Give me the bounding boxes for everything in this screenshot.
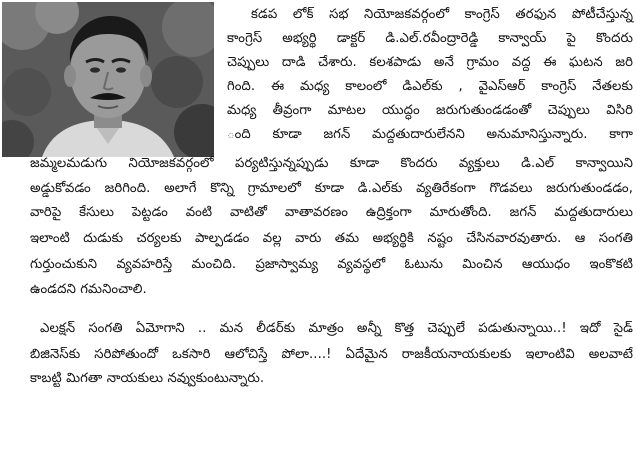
article-line: అడ్డుకోవడం జరిగింది. అలాగే కొన్ని గ్రామాలలో కూడా డి.ఎల్‌కు వ్యతిరేకంగా గొడవలు జరుగుతుండడం, <box>30 181 633 196</box>
article-line: చెప్పులు దాడి చేశారు. కలశపాడు అనే గ్రామం వద్ద ఈ ఘటన జరి <box>227 55 633 70</box>
portrait-image <box>2 2 214 157</box>
article-line: ఇలాంటి దుడుకు చర్యలకు పాల్పడడం వల్ల వారు తమ అభ్యర్థికి నష్టం చేసినవారవుతారు. ఆ సంగతి <box>30 231 633 246</box>
article-line: కడప లోక్ సభ నియోజకవర్గంలో కాంగ్రెస్ తరఫున పోటీచేస్తున్న <box>251 7 633 22</box>
article-line: ంది కూడా జగన్ మద్దతుదారులేనని అనుమానిస్తున్నారు. కాగా <box>227 127 633 142</box>
article-line: వారిపై కేసులు పెట్టడం వంటి వాటితో వాతావరణం ఉద్రిక్తంగా మారుతోంది. జగన్ మద్దతుదారులు <box>30 205 633 220</box>
portrait-photo <box>2 2 214 157</box>
article-line: ఉండదని గమనించాలి. <box>30 282 147 297</box>
article-line: గుర్తుంచుకుని వ్యవహరిస్తే మంచిది. ప్రజాస్వామ్య వ్యవస్థలో ఓటును మించిన ఆయుధం ఇంకొకటి <box>30 257 633 272</box>
article-line: కాంగ్రెస్ అభ్యర్థి డాక్టర్ డి.ఎల్.రవీంద్రారెడ్డి కాన్వాయ్ పై కొందరు <box>227 31 633 46</box>
article-line: బిజినెస్‌కు సరిపోతుందో ఒకసారి ఆలోచిస్తే పోలా....! ఏదేమైన రాజకీయనాయకులకు ఇలాంటివి అలవాటే <box>30 347 633 362</box>
article-line: జమ్మలమడుగు నియోజకవర్గంలో పర్యటిస్తున్నప్పుడు కూడా కొందరు వ్యక్తులు డి.ఎల్ కాన్వాయిని <box>30 156 633 171</box>
article-line: మధ్య తీవ్రంగా మాటల యుద్ధం జరుగుతుండడంతో చెప్పులు విసిరి <box>227 103 633 118</box>
article-line: గింది. ఈ మధ్య కాలంలో డిఎల్‌కు , వైఎస్ఆర్ కాంగ్రెస్ నేతలకు <box>227 79 633 94</box>
article-line: కాబట్టి మిగతా నాయకులు నవ్వుకుంటున్నారు. <box>30 371 265 386</box>
article-line: ఎలక్షన్ సంగతి ఏమోగాని .. మన లీడర్‌కు మాత్రం అన్నీ కొత్త చెప్పులే పడుతున్నాయి..! ఇదో సైడ్ <box>40 321 633 336</box>
